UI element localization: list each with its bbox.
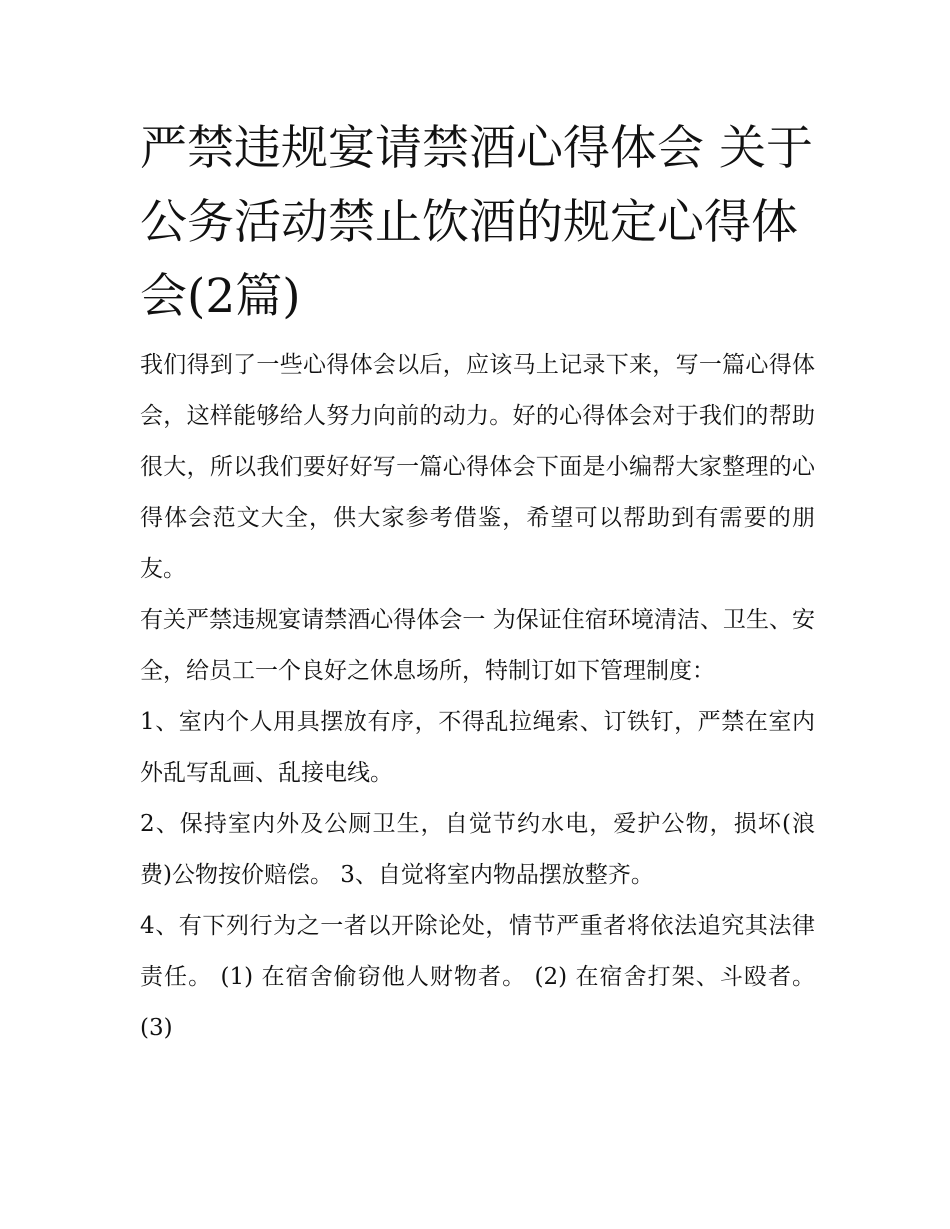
document-title: 严禁违规宴请禁酒心得体会 关于公务活动禁止饮酒的规定心得体会(2篇) [140,121,813,324]
document-page [140,112,815,1054]
paragraph-rule-4: 4、有下列行为之一者以开除论处，情节严重者将依法追究其法律责任。 (1) 在宿舍偷窃他人财物者。 (2) 在宿舍打架、斗殴者。 (3) [140,913,815,1041]
paragraph-section-one: 有关严禁违规宴请禁酒心得体会一 为保证住宿环境清洁、卫生、安全，给员工一个良好之休息场所，特制订如下管理制度： [140,607,815,684]
paragraph-intro: 我们得到了一些心得体会以后，应该马上记录下来，写一篇心得体会，这样能够给人努力向前的动力。好的心得体会对于我们的帮助很大，所以我们要好好写一篇心得体会下面是小编帮大家整理的心得体会范文大全，供大家参考借鉴，希望可以帮助到有需要的朋友。 [140,352,815,582]
paragraph-rule-1: 1、室内个人用具摆放有序，不得乱拉绳索、订铁钉，严禁在室内外乱写乱画、乱接电线。 [140,709,815,786]
paragraph-rule-2-3: 2、保持室内外及公厕卫生，自觉节约水电，爱护公物，损坏(浪费)公物按价赔偿。 3、自觉将室内物品摆放整齐。 [140,811,815,888]
